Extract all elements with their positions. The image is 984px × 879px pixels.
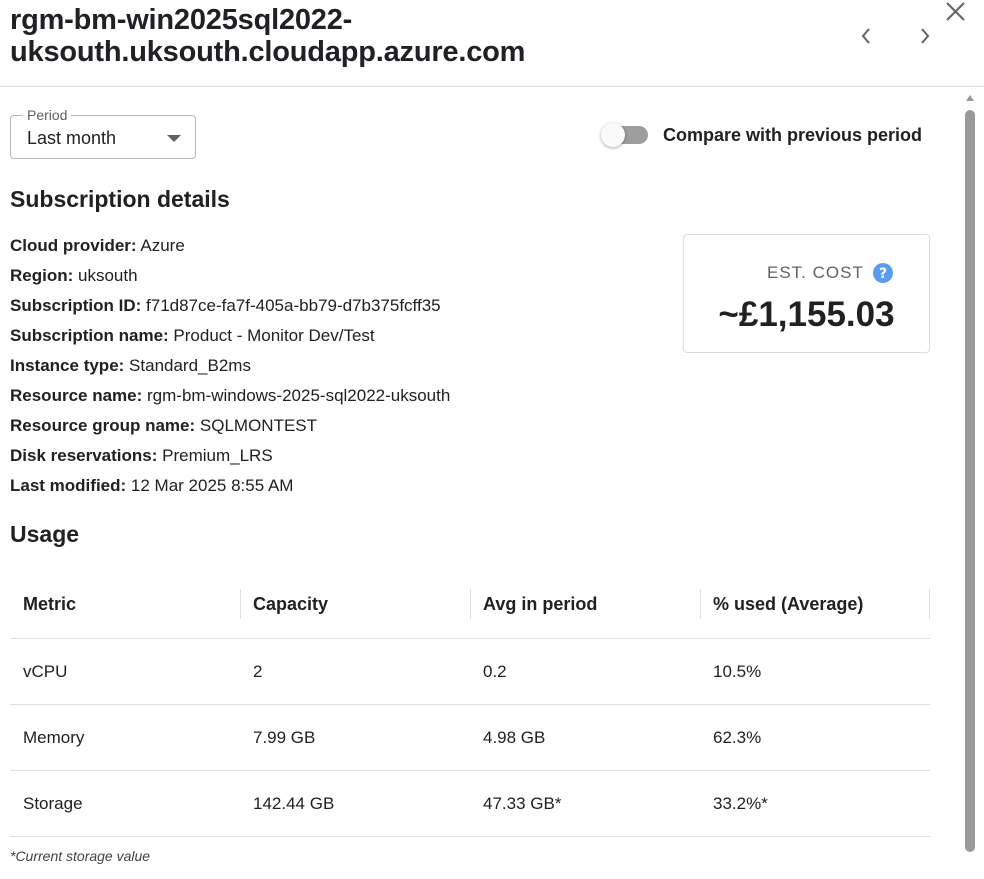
table-cell: Memory xyxy=(23,727,85,747)
detail-subscription-id: Subscription ID: f71d87ce-fa7f-405a-bb79-d7b375fcff35 xyxy=(10,296,441,315)
table-cell: vCPU xyxy=(23,661,68,681)
toggle-thumb xyxy=(601,123,625,147)
period-value: Last month xyxy=(27,128,117,148)
detail-disk-reservations: Disk reservations: Premium_LRS xyxy=(10,446,273,465)
table-cell: 4.98 GB xyxy=(483,727,546,747)
table-row xyxy=(10,771,930,837)
column-header-avg[interactable]: Avg in period xyxy=(470,570,700,638)
toggle-switch[interactable] xyxy=(604,126,648,144)
page-title-line1: rgm-bm-win2025sql2022- xyxy=(10,4,353,36)
page-title-line2: uksouth.uksouth.cloudapp.azure.com xyxy=(10,36,526,68)
previous-button[interactable] xyxy=(852,22,880,50)
usage-table xyxy=(10,570,930,837)
period-label: Period xyxy=(23,107,71,123)
help-circle-icon[interactable] xyxy=(872,262,894,284)
column-header-capacity[interactable]: Capacity xyxy=(240,570,470,638)
detail-subscription-name: Subscription name: Product - Monitor Dev/Test xyxy=(10,326,375,345)
panel-header xyxy=(0,0,984,87)
usage-heading: Usage xyxy=(10,521,80,547)
table-cell: 142.44 GB xyxy=(253,793,335,813)
column-header-metric[interactable]: Metric xyxy=(23,593,77,614)
scrollbar-thumb[interactable] xyxy=(965,110,975,852)
vertical-scrollbar[interactable] xyxy=(962,90,978,879)
detail-last-modified: Last modified: 12 Mar 2025 8:55 AM xyxy=(10,476,294,495)
table-cell: Storage xyxy=(23,793,83,813)
table-cell: 10.5% xyxy=(713,661,762,681)
detail-cloud-provider: Cloud provider: Azure xyxy=(10,236,185,255)
est-cost-value: ~£1,155.03 xyxy=(718,295,895,334)
close-button[interactable] xyxy=(942,0,968,26)
table-row xyxy=(10,705,930,771)
table-cell: 0.2 xyxy=(483,661,507,681)
chevron-left-icon xyxy=(859,27,873,45)
period-select[interactable] xyxy=(10,107,196,159)
table-cell: 62.3% xyxy=(713,727,762,747)
detail-region: Region: uksouth xyxy=(10,266,138,285)
est-cost-card xyxy=(683,234,930,353)
next-button[interactable] xyxy=(911,22,939,50)
est-cost-label: EST. COST xyxy=(767,263,864,282)
column-header-percent-used[interactable]: % used (Average) xyxy=(700,570,930,638)
detail-resource-name: Resource name: rgm-bm-windows-2025-sql2022-uksouth xyxy=(10,386,451,405)
page-title xyxy=(10,4,730,68)
close-icon xyxy=(942,0,968,26)
chevron-right-icon xyxy=(918,27,932,45)
compare-label: Compare with previous period xyxy=(663,124,923,145)
table-row xyxy=(10,639,930,705)
table-cell: 2 xyxy=(253,661,263,681)
caret-down-icon xyxy=(167,135,181,143)
table-cell: 33.2%* xyxy=(713,793,768,813)
scroll-up-arrow-icon[interactable] xyxy=(965,94,975,102)
detail-instance-type: Instance type: Standard_B2ms xyxy=(10,356,251,375)
detail-resource-group: Resource group name: SQLMONTEST xyxy=(10,416,318,435)
table-cell: 47.33 GB* xyxy=(483,793,562,813)
compare-toggle[interactable] xyxy=(602,122,922,148)
table-cell: 7.99 GB xyxy=(253,727,316,747)
subscription-details-list xyxy=(10,234,650,504)
storage-footnote: *Current storage value xyxy=(10,848,151,864)
subscription-details-heading: Subscription details xyxy=(10,186,230,212)
svg-text:?: ? xyxy=(878,266,888,282)
table-header-row xyxy=(10,570,930,639)
